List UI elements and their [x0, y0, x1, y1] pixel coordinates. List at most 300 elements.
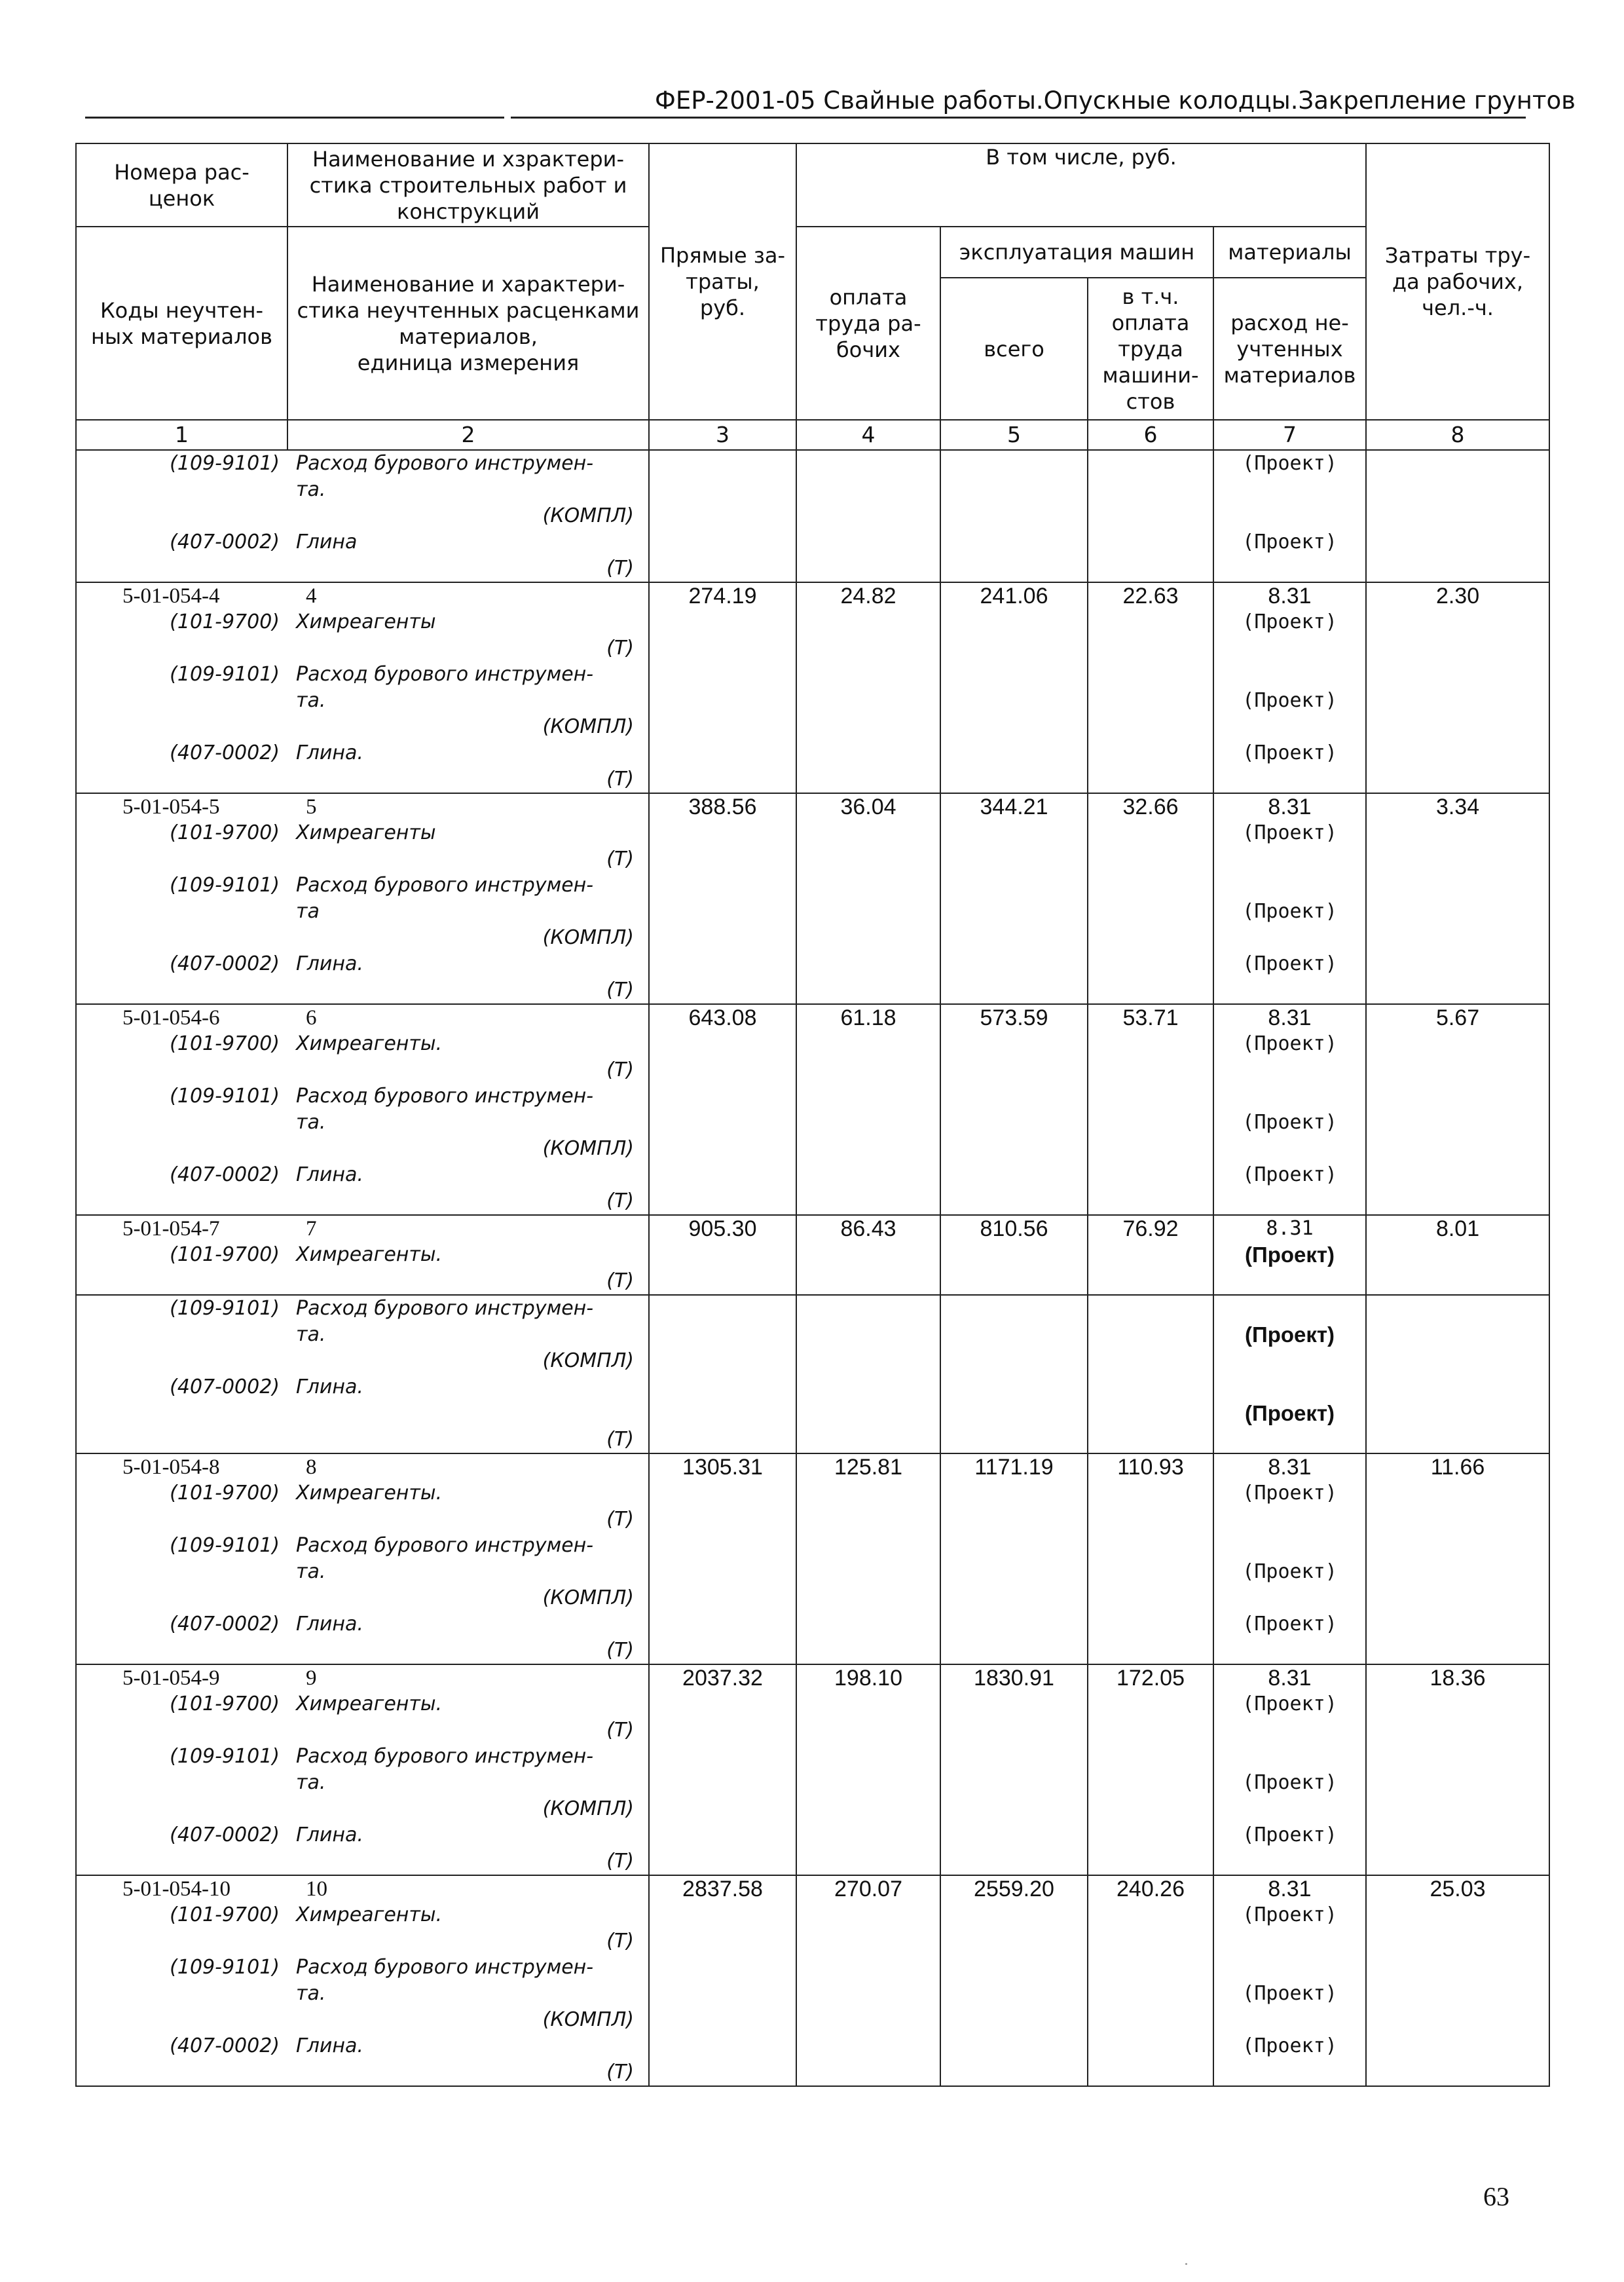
material-line — [77, 846, 648, 872]
unit-label: (Т) — [606, 1189, 634, 1212]
rate-line — [77, 1454, 648, 1480]
col5-header: всего — [940, 278, 1088, 420]
material-line — [77, 451, 648, 477]
value-cell-mach — [940, 1453, 1088, 1664]
value-cell-mach — [940, 1215, 1088, 1295]
col7-header: расход не- учтенных материалов — [1213, 278, 1366, 420]
page-number: 63 — [1483, 2182, 1509, 2211]
material-note: (Проект) — [1242, 531, 1337, 553]
value-cell-mach — [940, 1875, 1088, 2086]
material-code — [77, 1506, 289, 1533]
material-name: Расход бурового инструмен- — [296, 452, 594, 475]
material-line — [77, 740, 648, 766]
value-cell-labor — [796, 793, 940, 1004]
material-line — [77, 899, 648, 925]
col2-bottom-header: Наименование и характери- стика неучтенных расценками материалов, единица измерения — [287, 227, 649, 420]
material-code — [77, 1637, 289, 1664]
rate-description-cell — [76, 793, 649, 1004]
material-note — [1214, 662, 1365, 688]
value-mach_labor: 240.26 — [1116, 1877, 1185, 1901]
material-code — [77, 846, 289, 872]
material-line — [77, 1427, 648, 1453]
material-note — [1214, 1296, 1365, 1322]
value-mach_labor: 32.66 — [1122, 795, 1179, 819]
column-number: 8 — [1366, 420, 1549, 450]
unit-label: (Т) — [606, 1269, 634, 1292]
hours-cell — [1366, 450, 1549, 582]
unit-label: (Т) — [606, 1850, 634, 1873]
column-number: 5 — [940, 420, 1088, 450]
rate-line — [77, 1005, 648, 1031]
material-note: (Проект) — [1242, 1560, 1337, 1583]
material-line — [77, 1480, 648, 1506]
column-number: 1 — [76, 420, 287, 450]
material-code — [77, 477, 289, 503]
material-line — [77, 1637, 648, 1664]
material-code: (109-9101) — [170, 874, 280, 897]
material-note: (Проект) — [1244, 1243, 1335, 1267]
material-code — [77, 2007, 289, 2033]
value-mach: 1830.91 — [974, 1666, 1054, 1691]
material-code: (407-0002) — [170, 1163, 280, 1186]
unit-label: (Т) — [606, 1508, 634, 1531]
col2-top-header: Наименование и хзрактери- стика строительных работ и конструкций — [287, 143, 649, 227]
material-note — [1214, 846, 1365, 872]
unit-label: (Т) — [606, 768, 634, 791]
material-line — [77, 2007, 648, 2033]
material-line — [77, 1110, 648, 1136]
materials-cell — [1213, 450, 1366, 582]
value-direct: 1305.31 — [682, 1455, 763, 1480]
rate-row — [76, 1215, 1549, 1295]
rate-number: 6 — [306, 1006, 317, 1030]
material-note: (Проект) — [1242, 1771, 1337, 1794]
value-direct: 388.56 — [688, 795, 757, 819]
value-hours: 3.34 — [1435, 795, 1480, 819]
rate-line — [77, 1876, 648, 1902]
column-number: 6 — [1088, 420, 1213, 450]
value-cell-direct — [649, 1453, 796, 1664]
material-note — [1214, 477, 1365, 503]
material-note: (Проект) — [1242, 952, 1337, 975]
material-code: (109-9101) — [170, 1085, 280, 1108]
material-value: 8.31 — [1268, 1666, 1312, 1691]
value-mach_labor: 172.05 — [1116, 1666, 1185, 1691]
rate-row — [76, 1875, 1549, 2086]
rate-line — [77, 583, 648, 609]
material-note — [1214, 1057, 1365, 1083]
material-code: (407-0002) — [170, 2034, 280, 2057]
value-labor: 24.82 — [840, 584, 896, 608]
value-cell-mach — [940, 1295, 1088, 1453]
material-code: (407-0002) — [170, 741, 280, 764]
material-code: (101-9700) — [170, 1482, 280, 1505]
material-name: Химреагенты — [296, 821, 436, 844]
material-code — [77, 1981, 289, 2007]
unit-label: (КОМПЛ) — [542, 1349, 634, 1372]
value-cell-direct — [649, 1295, 796, 1453]
value-cell-labor — [796, 450, 940, 582]
material-line — [77, 503, 648, 529]
value-cell-mach_labor — [1088, 582, 1213, 793]
material-name: та. — [296, 689, 326, 712]
material-line — [77, 1796, 648, 1822]
material-note — [1214, 1848, 1365, 1875]
continuation-block — [76, 450, 1549, 582]
material-note — [1214, 1268, 1365, 1294]
material-note: (Проект) — [1244, 1401, 1335, 1425]
value-cell-mach_labor — [1088, 1215, 1213, 1295]
material-name: Расход бурового инструмен- — [296, 663, 594, 686]
material-line — [77, 1268, 648, 1294]
value-cell-mach_labor — [1088, 793, 1213, 1004]
column-numbers-row — [76, 420, 1549, 450]
value-cell-mach_labor — [1088, 1453, 1213, 1664]
material-name: Химреагенты. — [296, 1693, 443, 1715]
hours-cell — [1366, 1004, 1549, 1215]
material-code — [77, 1188, 289, 1214]
material-note — [1214, 1955, 1365, 1981]
material-name: та. — [296, 1111, 326, 1134]
material-code — [77, 714, 289, 740]
material-code — [77, 1770, 289, 1796]
material-note — [1214, 1083, 1365, 1110]
value-labor: 125.81 — [834, 1455, 902, 1480]
material-name: Расход бурового инструмен- — [296, 1534, 594, 1557]
material-line — [77, 1188, 648, 1214]
unit-label: (Т) — [606, 557, 634, 580]
value-labor: 270.07 — [834, 1877, 902, 1901]
col6-header: в т.ч. оплата труда машини- стов — [1088, 278, 1213, 420]
value-mach: 2559.20 — [974, 1877, 1054, 1901]
material-code — [77, 1057, 289, 1083]
material-line — [77, 1559, 648, 1585]
material-note: (Проект) — [1242, 689, 1337, 712]
material-line — [77, 714, 648, 740]
unit-label: (КОМПЛ) — [542, 2008, 634, 2031]
unit-label: (Т) — [606, 2061, 634, 2084]
material-code — [77, 555, 289, 582]
col4-header: оплата труда ра- бочих — [796, 227, 940, 420]
header-rule-left — [85, 117, 504, 119]
value-cell-direct — [649, 1215, 796, 1295]
rate-description-cell — [76, 1453, 649, 1664]
material-note — [1214, 555, 1365, 582]
material-line — [77, 1400, 648, 1427]
material-line — [77, 1374, 648, 1400]
unit-label: (Т) — [606, 1639, 634, 1662]
material-note — [1214, 925, 1365, 951]
value-cell-direct — [649, 450, 796, 582]
material-line — [77, 635, 648, 662]
value-labor: 61.18 — [840, 1005, 896, 1030]
material-line — [77, 1162, 648, 1188]
material-value: 8.31 — [1268, 1877, 1312, 1901]
value-mach: 573.59 — [980, 1005, 1048, 1030]
material-code: (407-0002) — [170, 1824, 280, 1846]
material-code — [77, 766, 289, 793]
material-code — [77, 1110, 289, 1136]
unit-label: (Т) — [606, 1428, 634, 1451]
material-code — [77, 1427, 289, 1453]
material-line — [77, 1057, 648, 1083]
rate-code: 5-01-054-5 — [122, 795, 220, 819]
material-code: (407-0002) — [170, 531, 280, 553]
material-name: Глина. — [296, 952, 363, 975]
material-line — [77, 2033, 648, 2059]
materials-cell — [1213, 1453, 1366, 1664]
material-note: (Проект) — [1242, 1032, 1337, 1055]
col8-header: Затраты тру- да рабочих, чел.-ч. — [1366, 143, 1549, 420]
rate-row — [76, 1004, 1549, 1215]
column-number: 2 — [287, 420, 649, 450]
unit-label: (Т) — [606, 1930, 634, 1953]
material-note — [1214, 714, 1365, 740]
rate-description-cell — [76, 450, 649, 582]
material-note: (Проект) — [1242, 452, 1337, 475]
page-header-title: ФЕР-2001-05 Свайные работы.Опускные колодцы.Закрепление грунтов — [655, 86, 1576, 115]
material-line — [77, 1585, 648, 1611]
material-note: (Проект) — [1242, 1824, 1337, 1846]
rate-number: 10 — [306, 1877, 327, 1901]
material-value: 8.31 — [1266, 1217, 1314, 1240]
material-line — [77, 555, 648, 582]
material-note — [1214, 635, 1365, 662]
material-note: (Проект) — [1242, 1613, 1337, 1636]
value-hours: 11.66 — [1430, 1455, 1485, 1480]
including-header: В том числе, руб. — [796, 143, 1366, 227]
material-value: 8.31 — [1268, 1455, 1312, 1480]
material-code — [77, 1400, 289, 1427]
material-name: та. — [296, 1982, 326, 2005]
unit-label: (Т) — [606, 637, 634, 660]
value-mach: 1171.19 — [974, 1455, 1054, 1480]
material-line — [77, 1848, 648, 1875]
value-hours: 18.36 — [1430, 1666, 1486, 1691]
hours-cell — [1366, 582, 1549, 793]
value-cell-mach_labor — [1088, 1664, 1213, 1875]
material-code — [77, 1848, 289, 1875]
material-note: (Проект) — [1242, 1693, 1337, 1715]
materials-cell — [1213, 793, 1366, 1004]
material-code: (109-9101) — [170, 1534, 280, 1557]
material-code: (101-9700) — [170, 821, 280, 844]
material-name: Расход бурового инструмен- — [296, 1956, 594, 1979]
col3-header: Прямые за- траты, руб. — [649, 143, 796, 420]
value-cell-mach — [940, 1664, 1088, 1875]
unit-label: (Т) — [606, 848, 634, 870]
material-code: (407-0002) — [170, 952, 280, 975]
rate-number: 4 — [306, 584, 317, 608]
rate-description-cell — [76, 1875, 649, 2086]
value-cell-labor — [796, 1295, 940, 1453]
material-name: Химреагенты. — [296, 1903, 443, 1926]
material-name: Расход бурового инструмен- — [296, 1085, 594, 1108]
unit-label: (КОМПЛ) — [542, 715, 634, 738]
material-note — [1214, 503, 1365, 529]
material-note — [1214, 1427, 1365, 1453]
material-line — [77, 1770, 648, 1796]
material-code — [77, 1796, 289, 1822]
rates-table — [75, 143, 1550, 2087]
material-code — [77, 1268, 289, 1294]
column-number: 4 — [796, 420, 940, 450]
rate-line — [77, 794, 648, 820]
column-number: 7 — [1213, 420, 1366, 450]
materials-cell — [1213, 1004, 1366, 1215]
material-name: Расход бурового инструмен- — [296, 1745, 594, 1768]
material-note — [1214, 1136, 1365, 1162]
material-note — [1214, 1348, 1365, 1374]
material-name: та. — [296, 478, 326, 501]
value-mach_labor: 110.93 — [1117, 1455, 1184, 1480]
value-cell-direct — [649, 1004, 796, 1215]
value-cell-mach_labor — [1088, 450, 1213, 582]
rate-description-cell — [76, 1295, 649, 1453]
material-code: (109-9101) — [170, 1745, 280, 1768]
material-code — [77, 925, 289, 951]
material-line — [77, 2059, 648, 2086]
material-note: (Проект) — [1244, 1322, 1335, 1347]
material-code — [77, 1559, 289, 1585]
material-name: Глина. — [296, 1375, 363, 1398]
value-cell-labor — [796, 1004, 940, 1215]
material-code — [77, 1585, 289, 1611]
material-code — [77, 1348, 289, 1374]
material-value: 8.31 — [1268, 584, 1312, 608]
material-name: Расход бурового инструмен- — [296, 1297, 594, 1320]
value-cell-mach_labor — [1088, 1875, 1213, 2086]
unit-label: (КОМПЛ) — [542, 504, 634, 527]
rate-row — [76, 1664, 1549, 1875]
material-line — [77, 1136, 648, 1162]
unit-label: (Т) — [606, 1058, 634, 1081]
material-note: (Проект) — [1242, 1163, 1337, 1186]
rate-description-cell — [76, 1004, 649, 1215]
rate-number: 9 — [306, 1666, 317, 1690]
unit-label: (Т) — [606, 979, 634, 1001]
value-cell-labor — [796, 1215, 940, 1295]
material-line — [77, 925, 648, 951]
material-name: Глина. — [296, 741, 363, 764]
rate-code: 5-01-054-9 — [122, 1666, 220, 1690]
material-line — [77, 1506, 648, 1533]
rate-description-cell — [76, 582, 649, 793]
material-note — [1214, 2007, 1365, 2033]
material-note — [1214, 1796, 1365, 1822]
material-code: (101-9700) — [170, 1693, 280, 1715]
col1-top-header: Номера рас- ценок — [76, 143, 287, 227]
rate-description-cell — [76, 1215, 649, 1295]
material-line — [77, 1902, 648, 1928]
unit-label: (КОМПЛ) — [542, 1137, 634, 1160]
material-code: (109-9101) — [170, 1956, 280, 1979]
material-note: (Проект) — [1242, 2034, 1337, 2057]
material-note — [1214, 1717, 1365, 1744]
material-note — [1214, 1188, 1365, 1214]
value-mach_labor: 53.71 — [1122, 1005, 1179, 1030]
material-name: та. — [296, 1323, 326, 1346]
material-line — [77, 1744, 648, 1770]
material-name: та. — [296, 1560, 326, 1583]
material-code: (101-9700) — [170, 1032, 280, 1055]
value-direct: 2037.32 — [682, 1666, 763, 1691]
material-line — [77, 1322, 648, 1348]
material-name: Глина. — [296, 1163, 363, 1186]
material-note — [1214, 977, 1365, 1003]
material-note: (Проект) — [1242, 1482, 1337, 1505]
hours-cell — [1366, 1875, 1549, 2086]
value-cell-labor — [796, 582, 940, 793]
materials-cell — [1213, 1215, 1366, 1295]
material-name: Химреагенты. — [296, 1482, 443, 1505]
rate-line — [77, 1216, 648, 1242]
material-line — [77, 1691, 648, 1717]
hours-cell — [1366, 1295, 1549, 1453]
col1-bottom-header: Коды неучтен- ных материалов — [76, 227, 287, 420]
material-name: Химреагенты. — [296, 1243, 443, 1266]
rate-code: 5-01-054-7 — [122, 1217, 220, 1241]
material-note: (Проект) — [1242, 821, 1337, 844]
material-line — [77, 1242, 648, 1268]
value-cell-direct — [649, 582, 796, 793]
rate-line — [77, 1665, 648, 1691]
rate-number: 7 — [306, 1217, 317, 1241]
material-note: (Проект) — [1242, 1111, 1337, 1134]
value-cell-mach — [940, 582, 1088, 793]
material-code: (407-0002) — [170, 1375, 280, 1398]
value-hours: 5.67 — [1435, 1005, 1480, 1030]
material-line — [77, 766, 648, 793]
material-name: Химреагенты — [296, 610, 436, 633]
materials-cell — [1213, 1295, 1366, 1453]
materials-cell — [1213, 1664, 1366, 1875]
rate-row — [76, 582, 1549, 793]
material-line — [77, 529, 648, 555]
value-hours: 2.30 — [1435, 584, 1480, 608]
value-cell-labor — [796, 1453, 940, 1664]
material-note — [1214, 1585, 1365, 1611]
material-note: (Проект) — [1242, 741, 1337, 764]
column-number: 3 — [649, 420, 796, 450]
material-value: 8.31 — [1268, 1005, 1312, 1030]
material-name: Глина. — [296, 1824, 363, 1846]
scan-speck — [1185, 2263, 1187, 2265]
material-note — [1214, 1637, 1365, 1664]
materials-header: материалы — [1213, 227, 1366, 278]
unit-label: (Т) — [606, 1719, 634, 1742]
value-labor: 86.43 — [840, 1216, 896, 1241]
material-line — [77, 688, 648, 714]
material-line — [77, 477, 648, 503]
value-mach: 241.06 — [980, 584, 1048, 608]
material-note — [1214, 872, 1365, 899]
material-name: Расход бурового инструмен- — [296, 874, 594, 897]
value-mach_labor: 22.63 — [1122, 584, 1179, 608]
value-hours: 8.01 — [1435, 1216, 1480, 1241]
value-labor: 198.10 — [834, 1666, 902, 1691]
material-line — [77, 977, 648, 1003]
material-note — [1214, 1744, 1365, 1770]
material-line — [77, 1981, 648, 2007]
material-code — [77, 899, 289, 925]
value-cell-mach — [940, 793, 1088, 1004]
value-cell-mach — [940, 1004, 1088, 1215]
rate-description-cell — [76, 1664, 649, 1875]
material-line — [77, 951, 648, 977]
hours-cell — [1366, 1453, 1549, 1664]
material-line — [77, 1348, 648, 1374]
